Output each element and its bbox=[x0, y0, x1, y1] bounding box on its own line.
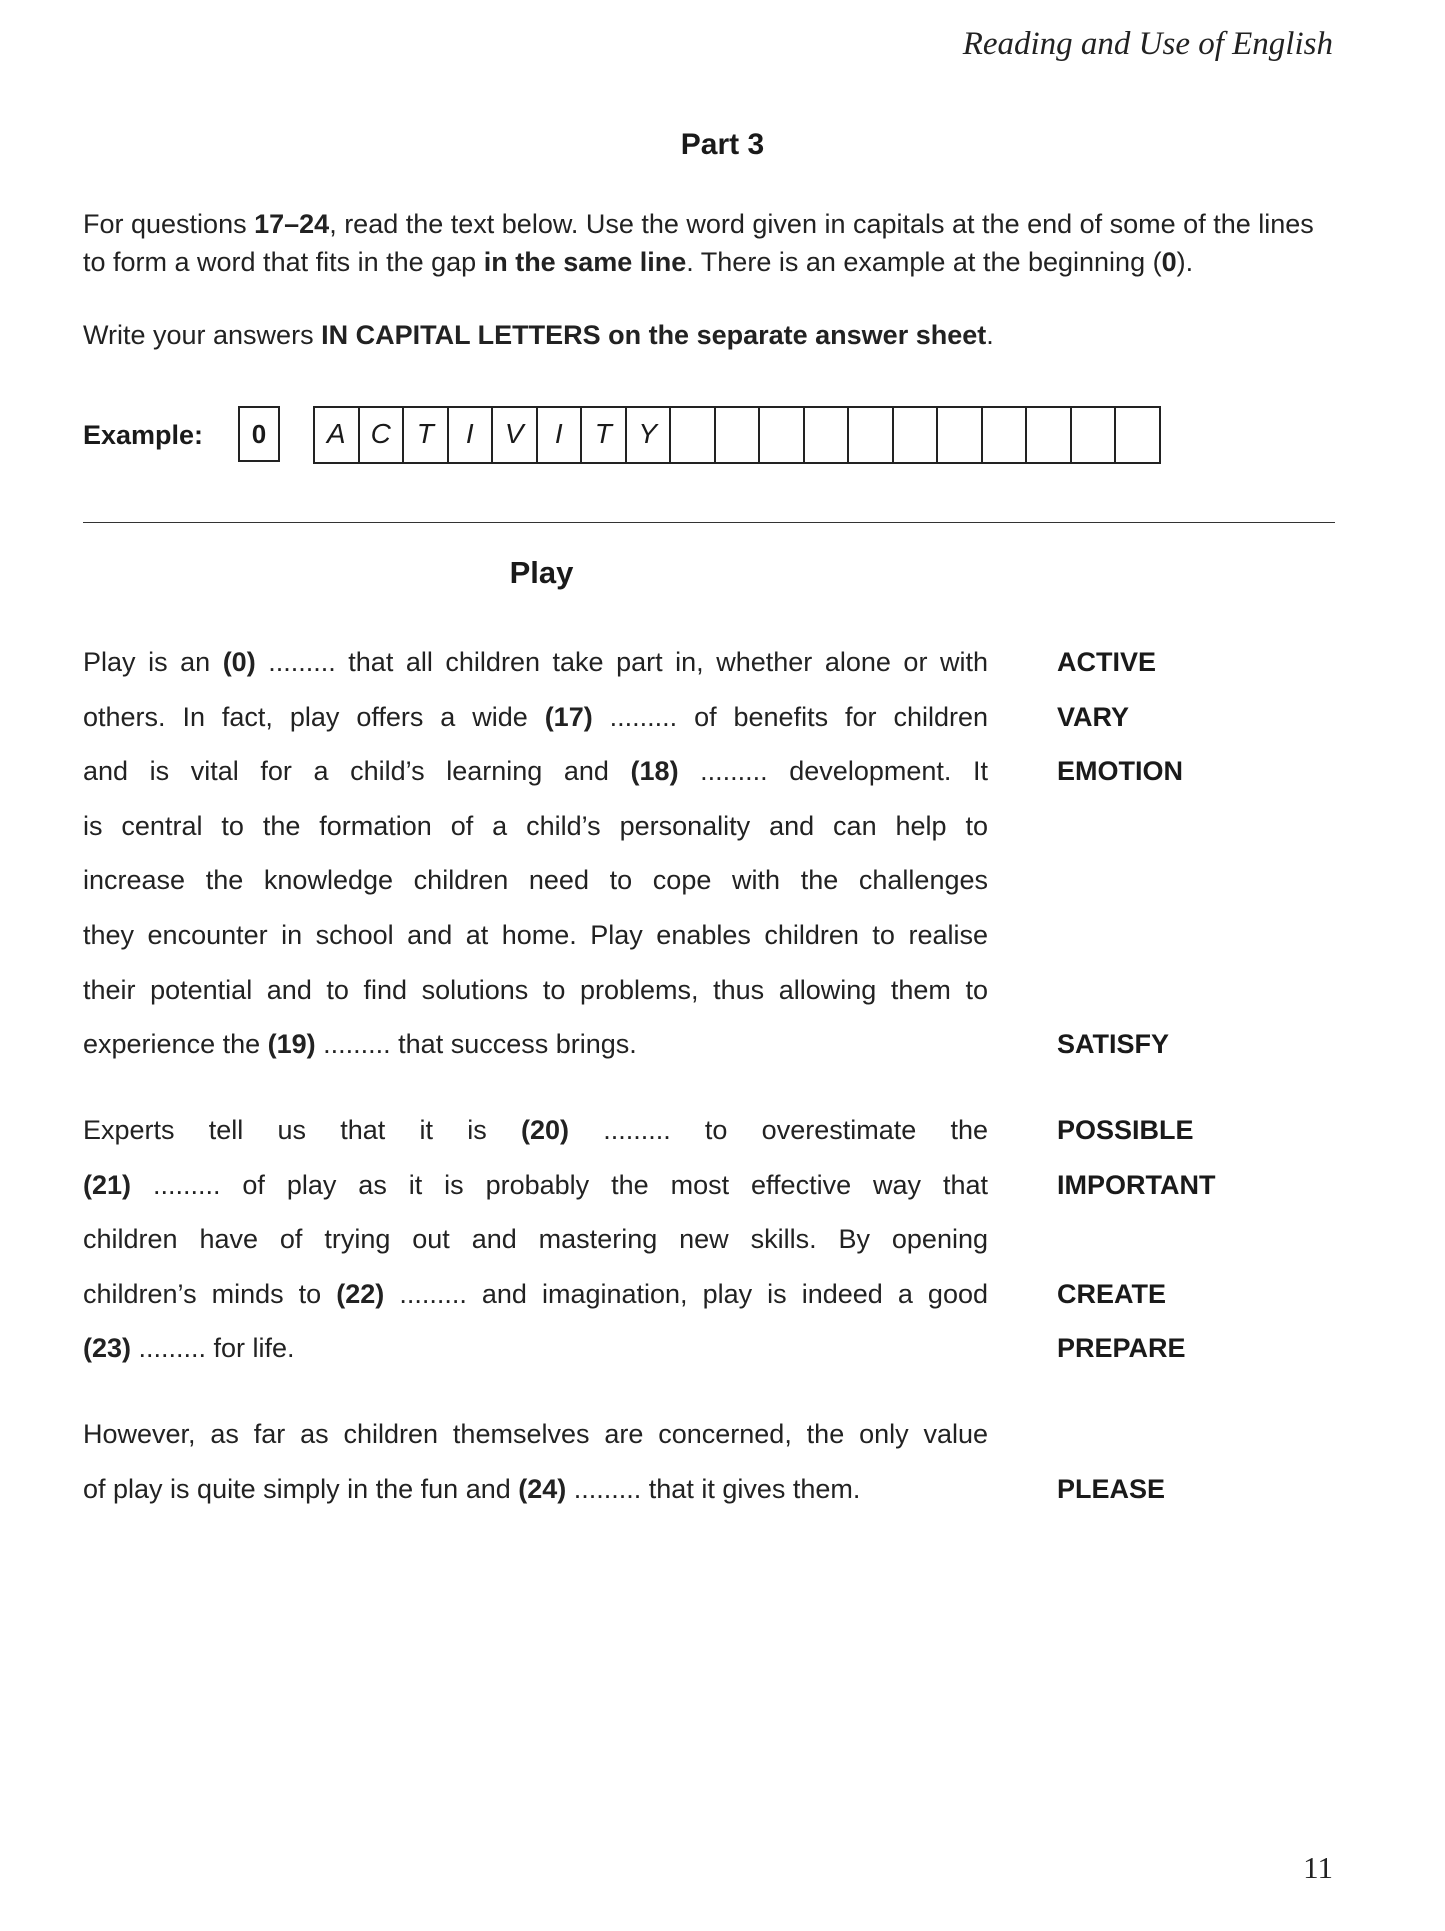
example-letter-box: V bbox=[493, 406, 538, 464]
line-text bbox=[83, 963, 988, 1018]
stem-word: ACTIVE bbox=[1057, 647, 1157, 677]
line-text bbox=[83, 744, 988, 799]
example-letter-box bbox=[760, 406, 805, 464]
text-run: and is vital for a child’s learning and bbox=[83, 756, 631, 787]
text-line bbox=[83, 1321, 1228, 1376]
stem-word: EMOTION bbox=[1057, 756, 1183, 787]
gap-number: (20) bbox=[520, 1115, 569, 1145]
stem-word: SATISFY bbox=[1057, 1029, 1170, 1060]
gap-number: (24) bbox=[518, 1473, 567, 1504]
line-text bbox=[83, 635, 988, 690]
gap-number: (22) bbox=[336, 1278, 385, 1309]
text-run: is central to the formation of a child’s personality and can help to bbox=[83, 810, 988, 841]
stem-word: POSSIBLE bbox=[1057, 1115, 1194, 1145]
instr-bold: in the same line bbox=[483, 247, 687, 277]
example-letter-box bbox=[1027, 406, 1072, 464]
example-label: Example: bbox=[83, 420, 204, 450]
text-run: ......... for life. bbox=[131, 1333, 295, 1364]
instr-text: Write your answers bbox=[83, 320, 322, 350]
text-run: others. In fact, play offers a wide bbox=[83, 701, 545, 732]
text-run: ......... development. It bbox=[678, 756, 988, 787]
stem-word: IMPORTANT bbox=[1057, 1169, 1216, 1200]
example-letter-box: A bbox=[315, 406, 360, 464]
text-run: of play is quite simply in the fun and bbox=[83, 1473, 519, 1504]
text-run: experience the bbox=[83, 1029, 268, 1060]
text-line bbox=[83, 908, 1228, 963]
instr-text: . There is an example at the beginning ( bbox=[686, 247, 1162, 277]
instr-text: For questions bbox=[83, 209, 255, 239]
line-text bbox=[83, 690, 988, 745]
divider bbox=[83, 522, 1335, 523]
example-number-box: 0 bbox=[238, 406, 280, 462]
line-text bbox=[83, 1267, 988, 1322]
instr-text: . bbox=[986, 320, 994, 350]
text-run: ......... that success brings. bbox=[315, 1029, 637, 1060]
example-row bbox=[83, 406, 1183, 464]
text-run: ......... that all children take part in, whether alone or with bbox=[255, 647, 988, 677]
line-text bbox=[83, 799, 988, 854]
example-letter-box: T bbox=[404, 406, 449, 464]
example-letter-box bbox=[938, 406, 983, 464]
text-line bbox=[83, 1267, 1228, 1322]
answer-instructions bbox=[83, 316, 1343, 354]
example-letter-box: Y bbox=[627, 406, 672, 464]
text-run: ......... of benefits for children bbox=[592, 701, 988, 732]
text-run: However, as far as children themselves are concerned, the only value bbox=[83, 1419, 988, 1449]
instr-text: , read the text below. Use the word given in capitals at the end of some of the lines to form a word that fits in the gap bbox=[83, 209, 1314, 277]
text-line bbox=[83, 1212, 1228, 1267]
stem-word: PREPARE bbox=[1057, 1333, 1186, 1364]
page-number: 11 bbox=[1303, 1850, 1333, 1885]
line-text bbox=[83, 1158, 988, 1213]
example-letter-box: C bbox=[360, 406, 405, 464]
instr-bold: 0 bbox=[1161, 247, 1177, 277]
example-letter-box bbox=[849, 406, 894, 464]
instr-text: ). bbox=[1176, 247, 1194, 277]
text-run: they encounter in school and at home. Play enables children to realise bbox=[83, 919, 988, 950]
stem-word: PLEASE bbox=[1057, 1473, 1166, 1504]
text-line bbox=[83, 744, 1228, 799]
paragraph-1 bbox=[83, 635, 1228, 1072]
text-run: ......... to overestimate the bbox=[568, 1115, 988, 1145]
line-text bbox=[83, 908, 988, 963]
text-run: children have of trying out and mastering new skills. By opening bbox=[83, 1224, 988, 1255]
line-text bbox=[83, 1462, 988, 1517]
example-letter-box bbox=[1116, 406, 1161, 464]
gap-number: (18) bbox=[630, 756, 679, 787]
paragraph-2 bbox=[83, 1103, 1228, 1376]
text-run: ......... of play as it is probably the most effective way that bbox=[131, 1169, 988, 1200]
text-line bbox=[83, 1462, 1228, 1517]
example-letter-box: I bbox=[538, 406, 583, 464]
text-run: their potential and to find solutions to problems, thus allowing them to bbox=[83, 974, 988, 1005]
text-line bbox=[83, 1407, 1228, 1462]
text-line bbox=[83, 635, 1228, 690]
text-title: Play bbox=[509, 555, 574, 590]
example-letter-box: T bbox=[582, 406, 627, 464]
instr-bold: IN CAPITAL LETTERS on the separate answer sheet bbox=[321, 320, 987, 350]
gap-number: (21) bbox=[83, 1169, 132, 1200]
line-text bbox=[83, 1103, 988, 1158]
running-head: Reading and Use of English bbox=[962, 26, 1333, 62]
instr-bold: 17–24 bbox=[254, 209, 330, 239]
text-run: children’s minds to bbox=[83, 1278, 337, 1309]
text-line bbox=[83, 690, 1228, 745]
line-text bbox=[83, 1321, 988, 1376]
text-line bbox=[83, 963, 1228, 1018]
example-letter-box: I bbox=[449, 406, 494, 464]
gap-number: (0) bbox=[222, 647, 256, 677]
example-letter-box bbox=[983, 406, 1028, 464]
text-line bbox=[83, 1017, 1228, 1072]
stem-word: VARY bbox=[1057, 701, 1130, 732]
line-text bbox=[83, 853, 988, 908]
gap-number: (19) bbox=[267, 1029, 316, 1060]
instructions-paragraph bbox=[83, 205, 1343, 281]
example-answer-boxes bbox=[313, 406, 1161, 464]
text-line bbox=[83, 853, 1228, 908]
text-run: increase the knowledge children need to cope with the challenges bbox=[83, 865, 988, 896]
paragraph-3 bbox=[83, 1407, 1228, 1516]
text-run: Play is an bbox=[83, 647, 223, 677]
gap-number: (23) bbox=[83, 1333, 132, 1364]
line-text bbox=[83, 1407, 988, 1462]
part-title: Part 3 bbox=[680, 128, 765, 161]
example-letter-box bbox=[716, 406, 761, 464]
example-letter-box bbox=[894, 406, 939, 464]
gap-number: (17) bbox=[544, 701, 593, 732]
text-run: ......... that it gives them. bbox=[566, 1473, 861, 1504]
example-letter-box bbox=[671, 406, 716, 464]
example-letter-box bbox=[805, 406, 850, 464]
line-text bbox=[83, 1017, 988, 1072]
text-line bbox=[83, 799, 1228, 854]
text-line bbox=[83, 1158, 1228, 1213]
example-letter-box bbox=[1072, 406, 1117, 464]
line-text bbox=[83, 1212, 988, 1267]
text-run: ......... and imagination, play is indeed a good bbox=[384, 1278, 988, 1309]
text-run: Experts tell us that it is bbox=[83, 1115, 521, 1145]
stem-word: CREATE bbox=[1057, 1278, 1167, 1309]
text-line bbox=[83, 1103, 1228, 1158]
